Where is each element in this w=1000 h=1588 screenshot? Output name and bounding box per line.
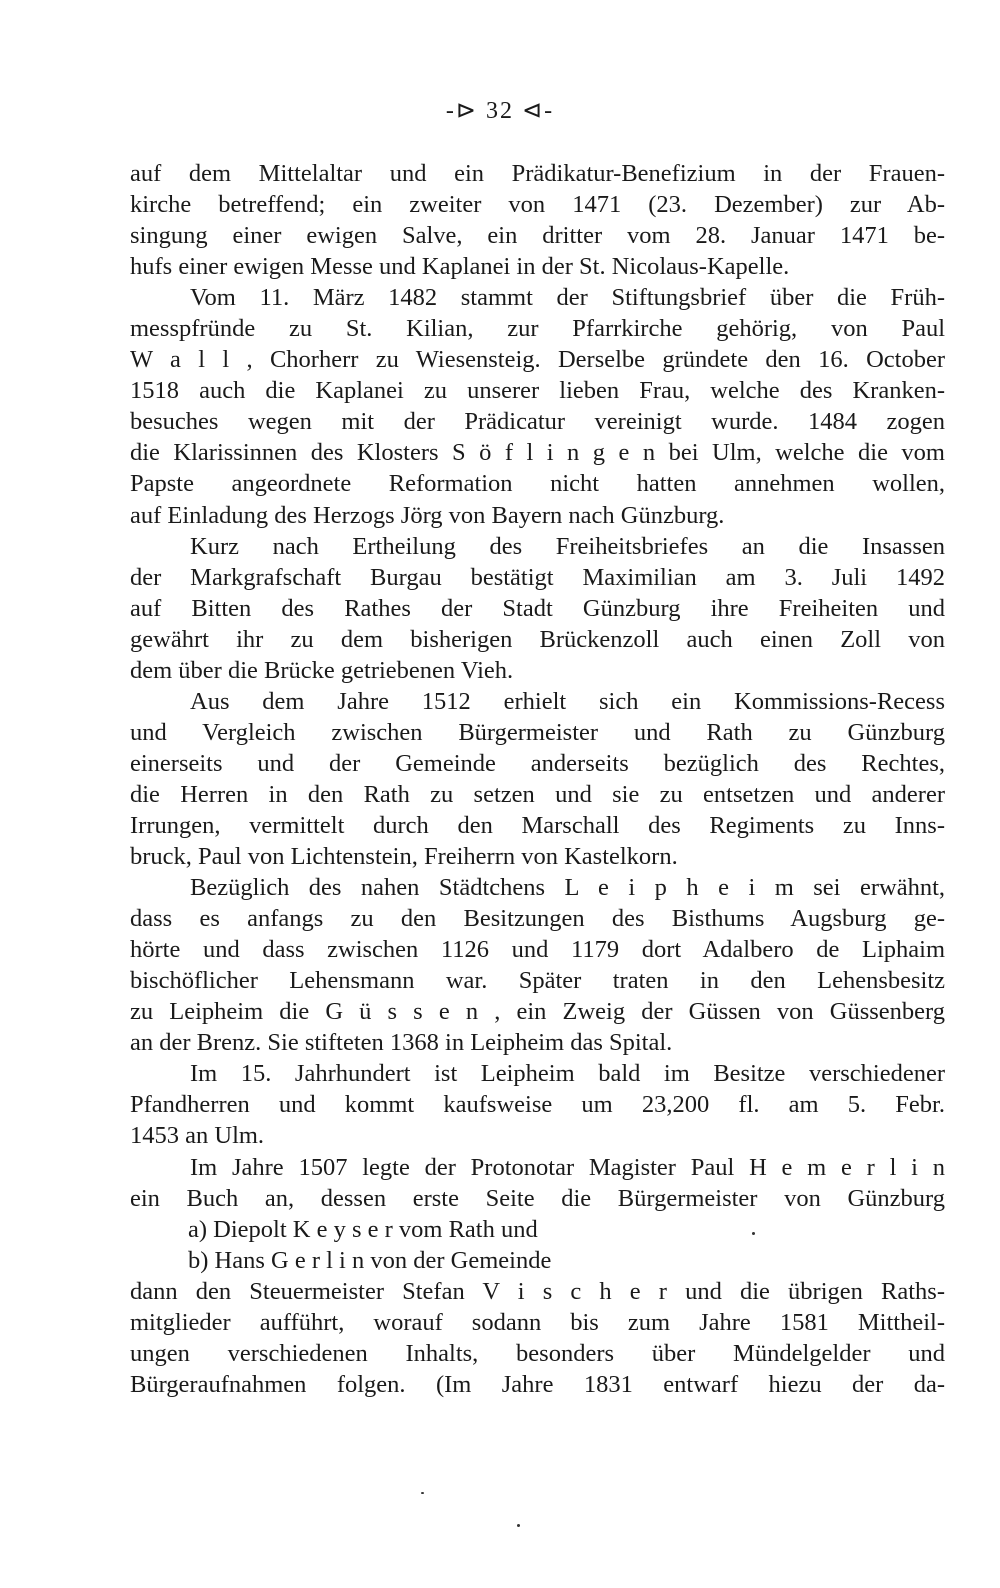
text-line: Kurz nach Ertheilung des Freiheitsbriefes an die Insassen [190,532,945,560]
page-number: -⊳ 32 ⊲- [445,98,555,124]
text-line: hufs einer ewigen Messe und Kaplanei in der St. Nicolaus-Kapelle. [130,253,790,281]
text-line: kirche betreffend; ein zweiter von 1471 (23. Dezember) zur Ab- [130,191,945,219]
text-line: Bürgeraufnahmen folgen. (Im Jahre 1831 entwarf hiezu der da- [130,1370,945,1398]
text-line: hörte und dass zwischen 1126 und 1179 dort Adalbero de Liphaim [130,936,945,964]
scan-speck [421,1492,424,1494]
text-line: ungen verschiedenen Inhalts, besonders über Mündelgelder und [130,1339,945,1367]
body-text [130,158,945,1400]
text-line: a) Diepolt K e y s e r vom Rath und [188,1215,538,1243]
text-line: b) Hans G e r l i n von der Gemeinde [188,1246,552,1274]
text-line: dass es anfangs zu den Besitzungen des Bisthums Augsburg ge- [130,905,945,933]
text-line: Im 15. Jahrhundert ist Leipheim bald im Besitze verschiedener [190,1060,945,1088]
text-line: bischöflicher Lehensmann war. Später traten in den Lehensbesitz [130,967,945,995]
text-line: die Klarissinnen des Klosters S ö f l i n g e n bei Ulm, welche die vom [130,439,945,467]
text-line: messpfründe zu St. Kilian, zur Pfarrkirche gehörig, von Paul [130,315,945,343]
text-line: auf dem Mittelaltar und ein Prädikatur-Benefizium in der Frauen- [130,160,945,187]
text-line: bruck, Paul von Lichtenstein, Freiherrn von Kastelkorn. [130,843,678,871]
text-line: der Markgrafschaft Burgau bestätigt Maximilian am 3. Juli 1492 [130,563,945,591]
text-line: Papste angeordnete Reformation nicht hatten annehmen wollen, [130,470,945,498]
text-line: 1453 an Ulm. [130,1122,265,1150]
text-line: zu Leipheim die G ü s s e n , ein Zweig der Güssen von Güssenberg [130,998,945,1026]
text-line: an der Brenz. Sie stifteten 1368 in Leipheim das Spital. [130,1029,673,1057]
text-line: besuches wegen mit der Prädicatur vereinigt wurde. 1484 zogen [130,408,945,436]
text-line: auf Bitten des Rathes der Stadt Günzburg ihre Freiheiten und [130,594,945,622]
text-line: mitglieder aufführt, worauf sodann bis zum Jahre 1581 Mittheil- [130,1308,945,1336]
text-line: gewährt ihr zu dem bisherigen Brückenzoll auch einen Zoll von [130,625,945,653]
text-line: die Herren in den Rath zu setzen und sie zu entsetzen und anderer [130,780,945,808]
text-line: 1518 auch die Kaplanei zu unserer lieben Frau, welche des Kranken- [130,377,945,405]
text-line: Bezüglich des nahen Städtchens L e i p h e i m sei erwähnt, [190,874,945,902]
text-line: Irrungen, vermittelt durch den Marschall des Regiments zu Inns- [130,811,945,839]
text-line: dem über die Brücke getriebenen Vieh. [130,656,514,684]
text-line: Pfandherren und kommt kaufsweise um 23,200 fl. am 5. Febr. [130,1091,945,1119]
scan-speck [517,1524,520,1527]
text-line: W a l l , Chorherr zu Wiesensteig. Derselbe gründete den 16. October [130,346,945,374]
text-line: dann den Steuermeister Stefan V i s c h e r und die übrigen Raths- [130,1277,945,1305]
text-line: Vom 11. März 1482 stammt der Stiftungsbrief über die Früh- [190,284,945,312]
text-line: einerseits und der Gemeinde anderseits bezüglich des Rechtes, [130,749,945,777]
text-line: Aus dem Jahre 1512 erhielt sich ein Kommissions-Recess [190,687,945,715]
text-line: singung einer ewigen Salve, ein dritter vom 28. Januar 1471 be- [130,222,945,250]
text-line: auf Einladung des Herzogs Jörg von Bayern nach Günzburg. [130,501,725,529]
text-line: ein Buch an, dessen erste Seite die Bürgermeister von Günzburg [130,1184,945,1212]
text-line: und Vergleich zwischen Bürgermeister und Rath zu Günzburg [130,718,945,746]
text-line: Im Jahre 1507 legte der Protonotar Magister Paul H e m e r l i n [190,1153,945,1181]
